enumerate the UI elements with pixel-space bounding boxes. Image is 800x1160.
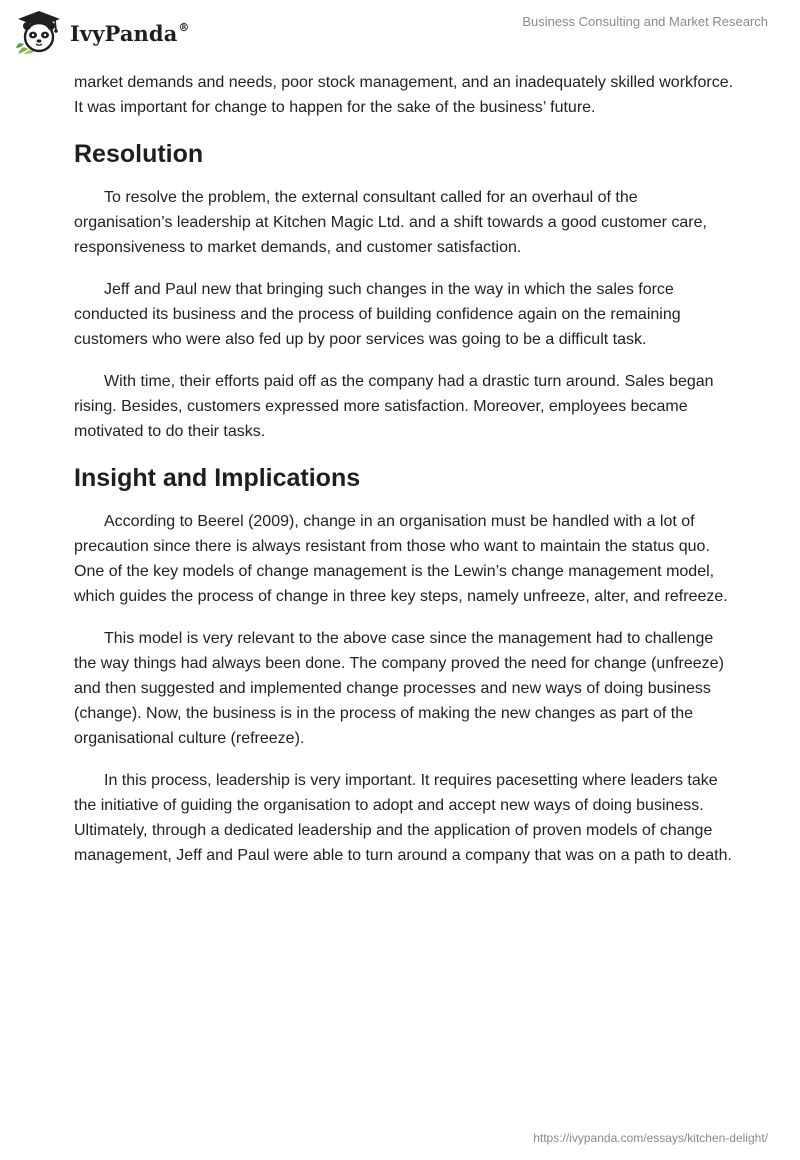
heading-insight-and-implications: Insight and Implications [74,464,361,492]
resolution-paragraph-3: With time, their efforts paid off as the company had a drastic turn around. Sales began rising. Besides, customers expressed more satisfaction. Moreover, employees became motivated to do their tasks. [74,373,714,440]
insight-paragraph-1: According to Beerel (2009), change in an organisation must be handled with a lot of precaution since there is always resistant from those who want to maintain the status quo. One of the key models of change management is the Lewin’s change management model, which guides the process of change in three key steps, namely unfreeze, alter, and refreeze. [74,513,728,605]
brand-name: IvyPanda [70,20,178,46]
insight-paragraph-2: This model is very relevant to the above case since the management had to challenge the way things had always been done. The company proved the need for change (unfreeze) and then suggested and implemented change processes and new ways of doing business (change). Now, the business is in the process of making the new changes as part of the organisational culture (refreeze). [74,630,724,747]
document-category-title: Business Consulting and Market Research [522,14,768,29]
logo-wordmark [70,21,190,46]
resolution-paragraph-2: Jeff and Paul new that bringing such changes in the way in which the sales force conducted its business and the process of building confidence again on the remaining customers who were also fed up by poor services was going to be a difficult task. [74,281,681,348]
page-header [0,0,800,66]
ivypanda-logo[interactable] [14,8,190,56]
insight-paragraph-3: In this process, leadership is very important. It requires pacesetting where leaders take the initiative of guiding the organisation to adopt and accept new ways of doing business. Ultimately, through a dedicated leadership and the application of proven models of change management, Jeff and Paul were able to turn around a company that was on a path to death. [74,772,732,864]
resolution-paragraph-1: To resolve the problem, the external consultant called for an overhaul of the organisation’s leadership at Kitchen Magic Ltd. and a shift towards a good customer care, responsiveness to market demands, and customer satisfaction. [74,189,707,256]
essay-body [74,70,734,868]
registered-mark: ® [178,20,190,34]
source-url-link[interactable]: https://ivypanda.com/essays/kitchen-delight/ [533,1131,768,1145]
panda-mascot-icon [14,8,64,56]
heading-resolution: Resolution [74,140,204,168]
intro-continued-paragraph: market demands and needs, poor stock management, and an inadequately skilled workforce. It was important for change to happen for the sake of the business’ future. [74,74,734,116]
